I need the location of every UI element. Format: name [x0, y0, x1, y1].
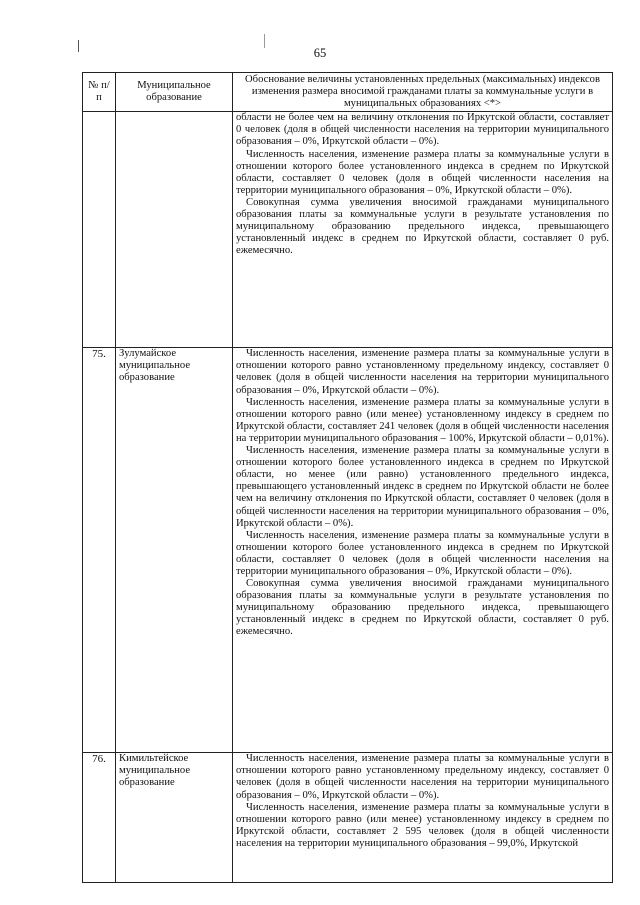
paragraph: Численность населения, изменение размера платы за коммунальные услуги в отношении которого более установленного индекса в среднем по Иркутской области, составляет 0 человек (доля в общей численности населения на территории муниципального образования – 0%, Иркутской области – 0%). [236, 148, 609, 196]
header-justification: Обоснование величины установленных предельных (максимальных) индексов изменения размера вносимой гражданами платы за коммунальные услуги в муниципальных образованиях <*> [233, 73, 613, 112]
table-row [83, 753, 613, 883]
row-number: 75. [83, 348, 116, 753]
paragraph: Совокупная сумма увеличения вносимой гражданами муниципального образования платы за коммунальные услуги в результате установления по муниципальному образованию предельного индекса, превышающего установленный индекс в среднем по Иркутской области, составляет 0 руб. ежемесячно. [236, 196, 609, 257]
row-justification [233, 112, 613, 348]
paragraph: Численность населения, изменение размера платы за коммунальные услуги в отношении которого равно (или менее) установленному индексу в среднем по Иркутской области, составляет 241 человек (доля в общей численности населения на территории муниципального образования – 100%, Иркутской области – 0,01%). [236, 396, 609, 444]
paragraph: Численность населения, изменение размера платы за коммунальные услуги в отношении которого равно установленному предельному индексу, составляет 0 человек (доля в общей численности населения на территории муниципального образования – 0%, Иркутской области – 0%). [236, 348, 609, 396]
indices-table [82, 72, 613, 883]
table-row [83, 112, 613, 348]
row-municipality: Кимильтейское муниципальное образование [116, 753, 233, 883]
paragraph: Совокупная сумма увеличения вносимой гражданами муниципального образования платы за коммунальные услуги в результате установления по муниципальному образованию предельного индекса, превышающего установленный индекс в среднем по Иркутской области, составляет 0 руб. ежемесячно. [236, 578, 609, 638]
paragraph: Численность населения, изменение размера платы за коммунальные услуги в отношении которого равно установленному предельному индексу, составляет 0 человек (доля в общей численности населения на территории муниципального образования – 0%, Иркутской области – 0%). [236, 753, 609, 801]
header-number: № п/п [83, 73, 116, 112]
paragraph: Численность населения, изменение размера платы за коммунальные услуги в отношении которого равно (или менее) установленному индексу в среднем по Иркутской области, составляет 2 595 человек (доля в общей численности населения на территории муниципального образования – 99,0%, Иркутской [236, 801, 609, 849]
paragraph: Численность населения, изменение размера платы за коммунальные услуги в отношении которого более установленного индекса в среднем по Иркутской области, составляет 0 человек (доля в общей численности населения на территории муниципального образования – 0%, Иркутской области – 0%). [236, 529, 609, 577]
page-number: 65 [313, 46, 327, 60]
table-row [83, 348, 613, 753]
row-number: 76. [83, 753, 116, 883]
header-municipality: Муниципальное образование [116, 73, 233, 112]
row-municipality [116, 112, 233, 348]
row-number [83, 112, 116, 348]
row-justification [233, 348, 613, 753]
row-justification [233, 753, 613, 883]
paragraph: Численность населения, изменение размера платы за коммунальные услуги в отношении которого более установленного индекса в среднем по Иркутской области, но менее (или равно) установленного предельного индекса, превышающего установленный индекс в среднем по Иркутской области не более чем на величину отклонения по Иркутской области, составляет 0 человек (доля в общей численности населения на территории муниципального образования – 0%, Иркутской области – 0%). [236, 445, 609, 529]
table-header-row [83, 73, 613, 112]
row-municipality: Зулумайское муниципальное образование [116, 348, 233, 753]
paragraph: области не более чем на величину отклонения по Иркутской области, составляет 0 человек (доля в общей численности населения на территории муниципального образования – 0%, Иркутской области – 0%). [236, 112, 609, 148]
